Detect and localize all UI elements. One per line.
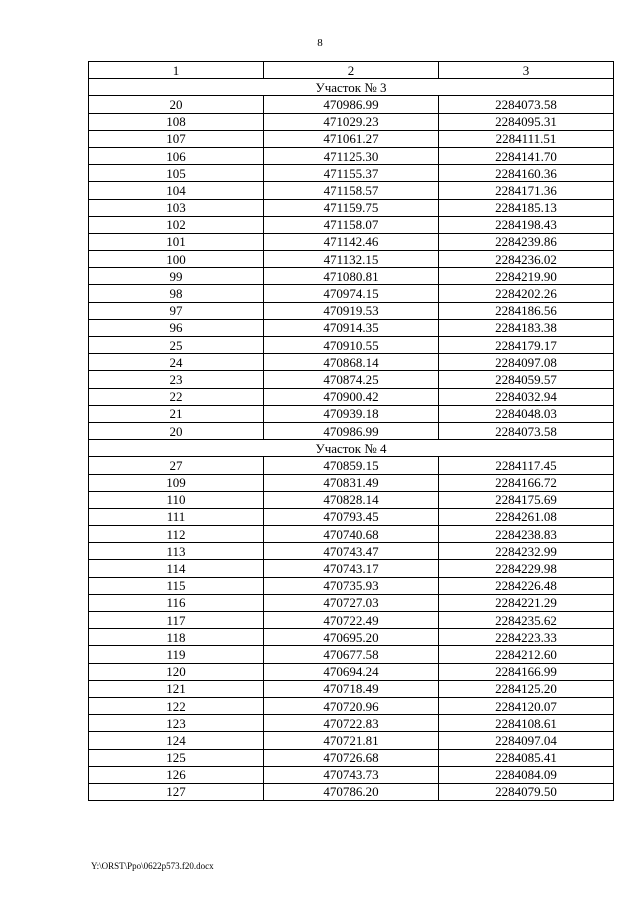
point-number: 98 (89, 285, 264, 302)
point-number: 97 (89, 302, 264, 319)
y-coordinate: 2284226.48 (439, 577, 614, 594)
x-coordinate: 470831.49 (264, 474, 439, 491)
section-title-row (89, 440, 614, 457)
y-coordinate: 2284179.17 (439, 337, 614, 354)
y-coordinate: 2284202.26 (439, 285, 614, 302)
table-row (89, 646, 614, 663)
x-coordinate: 470914.35 (264, 319, 439, 336)
table-row (89, 697, 614, 714)
y-coordinate: 2284171.36 (439, 182, 614, 199)
table-row (89, 165, 614, 182)
y-coordinate: 2284160.36 (439, 165, 614, 182)
x-coordinate: 471155.37 (264, 165, 439, 182)
y-coordinate: 2284059.57 (439, 371, 614, 388)
x-coordinate: 471158.07 (264, 216, 439, 233)
y-coordinate: 2284084.09 (439, 766, 614, 783)
point-number: 117 (89, 612, 264, 629)
point-number: 105 (89, 165, 264, 182)
point-number: 21 (89, 405, 264, 422)
table-row (89, 337, 614, 354)
point-number: 118 (89, 629, 264, 646)
y-coordinate: 2284221.29 (439, 594, 614, 611)
table-row (89, 405, 614, 422)
y-coordinate: 2284175.69 (439, 491, 614, 508)
y-coordinate: 2284186.56 (439, 302, 614, 319)
point-number: 101 (89, 233, 264, 250)
point-number: 114 (89, 560, 264, 577)
x-coordinate: 470735.93 (264, 577, 439, 594)
point-number: 112 (89, 526, 264, 543)
y-coordinate: 2284183.38 (439, 319, 614, 336)
y-coordinate: 2284236.02 (439, 251, 614, 268)
y-coordinate: 2284073.58 (439, 96, 614, 113)
coordinates-table (88, 61, 614, 801)
x-coordinate: 470900.42 (264, 388, 439, 405)
table-row (89, 285, 614, 302)
point-number: 100 (89, 251, 264, 268)
y-coordinate: 2284117.45 (439, 457, 614, 474)
y-coordinate: 2284198.43 (439, 216, 614, 233)
point-number: 27 (89, 457, 264, 474)
point-number: 20 (89, 96, 264, 113)
x-coordinate: 470910.55 (264, 337, 439, 354)
x-coordinate: 471132.15 (264, 251, 439, 268)
table-row (89, 749, 614, 766)
section-title: Участок № 3 (89, 79, 614, 96)
y-coordinate: 2284097.08 (439, 354, 614, 371)
y-coordinate: 2284212.60 (439, 646, 614, 663)
x-coordinate: 471142.46 (264, 233, 439, 250)
x-coordinate: 470740.68 (264, 526, 439, 543)
point-number: 113 (89, 543, 264, 560)
point-number: 106 (89, 147, 264, 164)
point-number: 104 (89, 182, 264, 199)
point-number: 103 (89, 199, 264, 216)
x-coordinate: 470986.99 (264, 96, 439, 113)
point-number: 23 (89, 371, 264, 388)
table-row (89, 388, 614, 405)
x-coordinate: 470786.20 (264, 783, 439, 800)
x-coordinate: 470986.99 (264, 422, 439, 439)
y-coordinate: 2284185.13 (439, 199, 614, 216)
point-number: 124 (89, 732, 264, 749)
table-row (89, 457, 614, 474)
table-row (89, 268, 614, 285)
y-coordinate: 2284166.72 (439, 474, 614, 491)
point-number: 115 (89, 577, 264, 594)
x-coordinate: 470974.15 (264, 285, 439, 302)
point-number: 125 (89, 749, 264, 766)
table-row (89, 422, 614, 439)
table-row (89, 216, 614, 233)
y-coordinate: 2284238.83 (439, 526, 614, 543)
table-row (89, 251, 614, 268)
page-number: 8 (317, 37, 323, 49)
x-coordinate: 471061.27 (264, 130, 439, 147)
point-number: 110 (89, 491, 264, 508)
point-number: 116 (89, 594, 264, 611)
x-coordinate: 470828.14 (264, 491, 439, 508)
table-row (89, 715, 614, 732)
point-number: 122 (89, 697, 264, 714)
table-row (89, 371, 614, 388)
y-coordinate: 2284219.90 (439, 268, 614, 285)
x-coordinate: 470868.14 (264, 354, 439, 371)
table-row (89, 560, 614, 577)
y-coordinate: 2284111.51 (439, 130, 614, 147)
y-coordinate: 2284141.70 (439, 147, 614, 164)
y-coordinate: 2284073.58 (439, 422, 614, 439)
point-number: 126 (89, 766, 264, 783)
table-row (89, 96, 614, 113)
point-number: 111 (89, 508, 264, 525)
y-coordinate: 2284229.98 (439, 560, 614, 577)
point-number: 108 (89, 113, 264, 130)
point-number: 99 (89, 268, 264, 285)
point-number: 121 (89, 680, 264, 697)
header-cell-3: 3 (439, 62, 614, 79)
point-number: 25 (89, 337, 264, 354)
x-coordinate: 471125.30 (264, 147, 439, 164)
table-row (89, 783, 614, 800)
x-coordinate: 470743.17 (264, 560, 439, 577)
x-coordinate: 470722.83 (264, 715, 439, 732)
y-coordinate: 2284261.08 (439, 508, 614, 525)
y-coordinate: 2284239.86 (439, 233, 614, 250)
table-row (89, 474, 614, 491)
point-number: 123 (89, 715, 264, 732)
x-coordinate: 470677.58 (264, 646, 439, 663)
table-row (89, 577, 614, 594)
y-coordinate: 2284108.61 (439, 715, 614, 732)
y-coordinate: 2284125.20 (439, 680, 614, 697)
file-path-footer: Y:\ORST\Ppo\0622p573.f20.docx (91, 861, 214, 871)
table-row (89, 680, 614, 697)
table-row (89, 766, 614, 783)
x-coordinate: 470720.96 (264, 697, 439, 714)
table-row (89, 147, 614, 164)
x-coordinate: 471080.81 (264, 268, 439, 285)
y-coordinate: 2284048.03 (439, 405, 614, 422)
x-coordinate: 471029.23 (264, 113, 439, 130)
section-title: Участок № 4 (89, 440, 614, 457)
point-number: 96 (89, 319, 264, 336)
x-coordinate: 470694.24 (264, 663, 439, 680)
point-number: 107 (89, 130, 264, 147)
y-coordinate: 2284097.04 (439, 732, 614, 749)
point-number: 102 (89, 216, 264, 233)
x-coordinate: 470919.53 (264, 302, 439, 319)
header-cell-2: 2 (264, 62, 439, 79)
table-row (89, 612, 614, 629)
y-coordinate: 2284085.41 (439, 749, 614, 766)
y-coordinate: 2284079.50 (439, 783, 614, 800)
y-coordinate: 2284166.99 (439, 663, 614, 680)
x-coordinate: 470939.18 (264, 405, 439, 422)
x-coordinate: 470726.68 (264, 749, 439, 766)
x-coordinate: 470721.81 (264, 732, 439, 749)
x-coordinate: 470874.25 (264, 371, 439, 388)
table-row (89, 113, 614, 130)
point-number: 109 (89, 474, 264, 491)
x-coordinate: 470859.15 (264, 457, 439, 474)
x-coordinate: 470695.20 (264, 629, 439, 646)
table-row (89, 302, 614, 319)
point-number: 120 (89, 663, 264, 680)
table-row (89, 526, 614, 543)
point-number: 127 (89, 783, 264, 800)
table-row (89, 182, 614, 199)
x-coordinate: 470718.49 (264, 680, 439, 697)
x-coordinate: 470743.47 (264, 543, 439, 560)
x-coordinate: 470743.73 (264, 766, 439, 783)
table-row (89, 130, 614, 147)
table-row (89, 629, 614, 646)
section-title-row (89, 79, 614, 96)
table-row (89, 594, 614, 611)
point-number: 22 (89, 388, 264, 405)
y-coordinate: 2284120.07 (439, 697, 614, 714)
x-coordinate: 471158.57 (264, 182, 439, 199)
table-row (89, 732, 614, 749)
table-row (89, 199, 614, 216)
x-coordinate: 470727.03 (264, 594, 439, 611)
y-coordinate: 2284032.94 (439, 388, 614, 405)
table-row (89, 233, 614, 250)
table-row (89, 508, 614, 525)
table-row (89, 319, 614, 336)
x-coordinate: 470793.45 (264, 508, 439, 525)
y-coordinate: 2284223.33 (439, 629, 614, 646)
point-number: 20 (89, 422, 264, 439)
table-row (89, 663, 614, 680)
y-coordinate: 2284235.62 (439, 612, 614, 629)
table-row (89, 491, 614, 508)
point-number: 24 (89, 354, 264, 371)
header-row (89, 62, 614, 79)
header-cell-1: 1 (89, 62, 264, 79)
y-coordinate: 2284232.99 (439, 543, 614, 560)
point-number: 119 (89, 646, 264, 663)
y-coordinate: 2284095.31 (439, 113, 614, 130)
x-coordinate: 470722.49 (264, 612, 439, 629)
table-row (89, 543, 614, 560)
table-body (89, 62, 614, 801)
table-row (89, 354, 614, 371)
x-coordinate: 471159.75 (264, 199, 439, 216)
